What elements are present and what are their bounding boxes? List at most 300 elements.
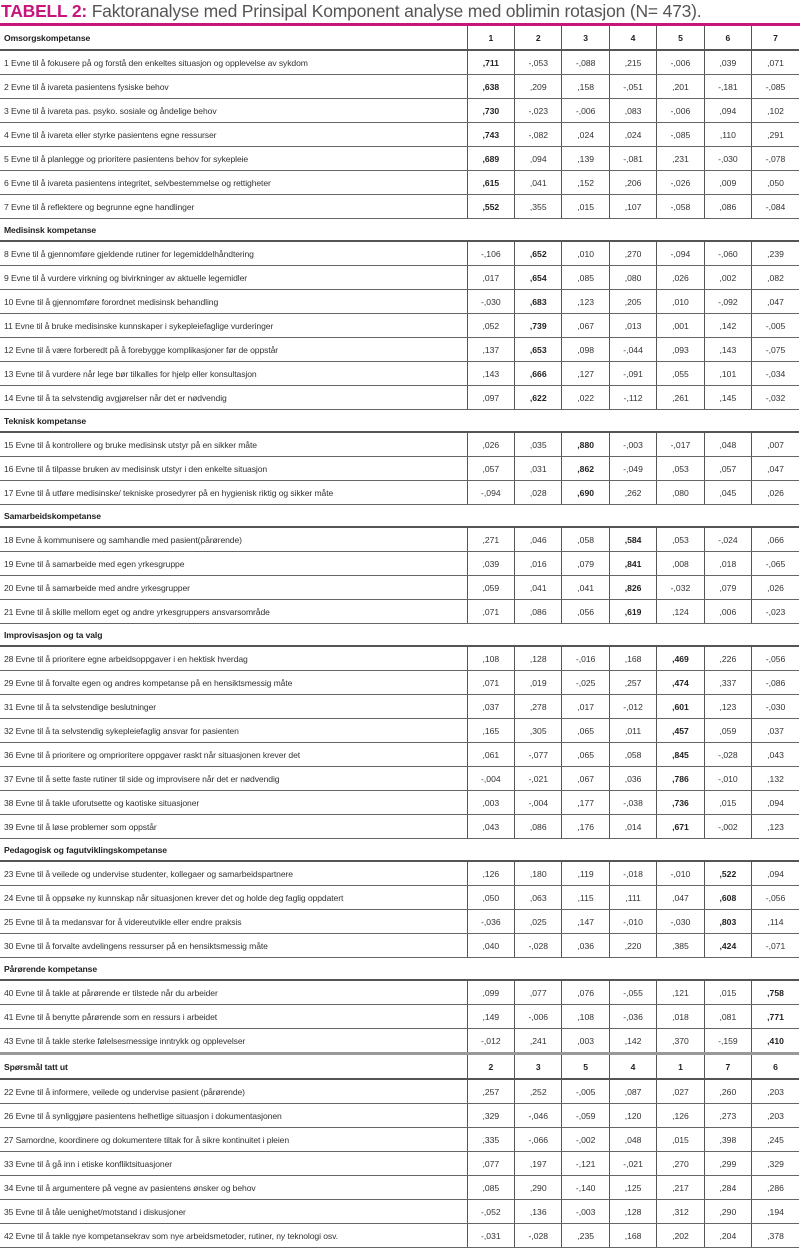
loading-cell: ,128 [515,646,562,671]
loading-cell: ,262 [609,481,656,505]
primary-loading-cell: ,671 [657,815,704,839]
loading-cell: -,094 [657,241,704,266]
primary-loading-cell: ,730 [467,99,514,123]
loading-cell: ,058 [609,743,656,767]
loading-cell: ,059 [704,719,751,743]
loading-cell: -,005 [562,1079,609,1104]
question-label: 28 Evne til å prioritere egne arbeidsoppgaver i en hektisk hverdag [0,646,467,671]
table-row [0,815,799,839]
question-label: 20 Evne til å samarbeide med andre yrkesgrupper [0,576,467,600]
question-label: 43 Evne til å takle sterke følelsesmessige inntrykk og opplevelser [0,1029,467,1054]
loading-cell: ,121 [657,980,704,1005]
loading-cell: ,039 [704,50,751,75]
question-label: 7 Evne til å reflektere og begrunne egne handlinger [0,195,467,219]
section-spacer [467,410,799,433]
loading-cell: ,080 [609,266,656,290]
loading-cell: ,158 [562,75,609,99]
primary-loading-cell: ,845 [657,743,704,767]
loading-cell: ,059 [467,576,514,600]
loading-cell: ,037 [467,695,514,719]
section-spacer [467,219,799,242]
loading-cell: -,021 [609,1152,656,1176]
loading-cell: ,145 [704,386,751,410]
loading-cell: ,239 [752,241,799,266]
table-row [0,791,799,815]
loading-cell: -,065 [752,552,799,576]
loading-cell: ,203 [752,1079,799,1104]
table-label: TABELL 2: [1,1,88,21]
primary-loading-cell: ,474 [657,671,704,695]
loading-cell: ,040 [467,934,514,958]
question-label: 37 Evne til å sette faste rutiner til side og improvisere når det er nødvendig [0,767,467,791]
loading-cell: ,079 [704,576,751,600]
loading-cell: -,003 [609,432,656,457]
question-label: 14 Evne til å ta selvstendig avgjørelser når det er nødvendig [0,386,467,410]
loading-cell: ,026 [657,266,704,290]
table-row [0,171,799,195]
loading-cell: ,136 [515,1200,562,1224]
section-header-row [0,26,799,50]
loading-cell: ,065 [562,743,609,767]
loading-cell: ,273 [704,1104,751,1128]
loading-cell: ,086 [704,195,751,219]
question-label: 26 Evne til å synliggjøre pasientens helhetlige situasjon i dokumentasjonen [0,1104,467,1128]
table-row [0,1176,799,1200]
factor-analysis-table [0,26,799,1248]
section-title: Samarbeidskompetanse [0,505,467,528]
question-label: 33 Evne til å gå inn i etiske konfliktsituasjoner [0,1152,467,1176]
question-label: 35 Evne til å tåle uenighet/motstand i diskusjoner [0,1200,467,1224]
table-row [0,1079,799,1104]
table-row [0,99,799,123]
loading-cell: ,066 [752,527,799,552]
loading-cell: ,108 [467,646,514,671]
loading-cell: ,257 [609,671,656,695]
loading-cell: -,088 [562,50,609,75]
loading-cell: ,107 [609,195,656,219]
loading-cell: ,065 [562,719,609,743]
loading-cell: -,028 [515,1224,562,1248]
loading-cell: ,206 [609,171,656,195]
loading-cell: ,094 [752,791,799,815]
loading-cell: ,052 [467,314,514,338]
loading-cell: ,086 [515,815,562,839]
loading-cell: ,127 [562,362,609,386]
question-label: 15 Evne til å kontrollere og bruke medisinsk utstyr på en sikker måte [0,432,467,457]
section-spacer [467,958,799,981]
question-label: 19 Evne til å samarbeide med egen yrkesgruppe [0,552,467,576]
loading-cell: ,047 [752,457,799,481]
section-title: Improvisasjon og ta valg [0,624,467,647]
loading-cell: ,101 [704,362,751,386]
loading-cell: ,018 [657,1005,704,1029]
table-row [0,290,799,314]
loading-cell: -,140 [562,1176,609,1200]
loading-cell: ,124 [657,600,704,624]
loading-cell: ,087 [609,1079,656,1104]
primary-loading-cell: ,743 [467,123,514,147]
loading-cell: -,010 [609,910,656,934]
question-label: 2 Evne til å ivareta pasientens fysiske behov [0,75,467,99]
primary-loading-cell: ,803 [704,910,751,934]
loading-cell: ,226 [704,646,751,671]
column-header: 3 [562,26,609,50]
loading-cell: ,098 [562,338,609,362]
loading-cell: ,077 [515,980,562,1005]
table-row [0,362,799,386]
loading-cell: ,299 [704,1152,751,1176]
section-title: Teknisk kompetanse [0,410,467,433]
column-header: 6 [704,26,751,50]
loading-cell: -,091 [609,362,656,386]
question-label: 41 Evne til å benytte pårørende som en ressurs i arbeidet [0,1005,467,1029]
table-row [0,1152,799,1176]
loading-cell: -,071 [752,934,799,958]
question-label: 30 Evne til å forvalte avdelingens ressurser på en hensiktsmessig måte [0,934,467,958]
loading-cell: ,202 [657,1224,704,1248]
table-row [0,314,799,338]
loading-cell: ,027 [657,1079,704,1104]
loading-cell: ,329 [467,1104,514,1128]
table-row [0,50,799,75]
loading-cell: -,002 [562,1128,609,1152]
primary-loading-cell: ,469 [657,646,704,671]
loading-cell: -,055 [609,980,656,1005]
loading-cell: -,010 [657,861,704,886]
table-row [0,1224,799,1248]
loading-cell: ,010 [657,290,704,314]
table-title [0,0,800,22]
section-title: Medisinsk kompetanse [0,219,467,242]
loading-cell: -,003 [562,1200,609,1224]
loading-cell: ,035 [515,432,562,457]
loading-cell: -,078 [752,147,799,171]
table-row [0,123,799,147]
loading-cell: ,097 [467,386,514,410]
primary-loading-cell: ,608 [704,886,751,910]
loading-cell: ,370 [657,1029,704,1054]
loading-cell: -,004 [467,767,514,791]
table-row [0,1005,799,1029]
table-caption: Faktoranalyse med Prinsipal Komponent analyse med oblimin rotasjon (N= 473). [87,1,702,21]
loading-cell: ,217 [657,1176,704,1200]
loading-cell: -,038 [609,791,656,815]
question-label: 34 Evne til å argumentere på vegne av pasientens ønsker og behov [0,1176,467,1200]
loading-cell: ,026 [467,432,514,457]
question-label: 13 Evne til å vurdere når lege bør tilkalles for hjelp eller konsultasjon [0,362,467,386]
loading-cell: -,036 [467,910,514,934]
loading-cell: ,142 [704,314,751,338]
question-label: 5 Evne til å planlegge og prioritere pasientens behov for sykepleie [0,147,467,171]
question-label: 40 Evne til å takle at pårørende er tilstede når du arbeider [0,980,467,1005]
table-row [0,980,799,1005]
question-label: 39 Evne til å løse problemer som oppstår [0,815,467,839]
loading-cell: ,137 [467,338,514,362]
section-title: Omsorgskompetanse [0,26,467,50]
primary-loading-cell: ,654 [515,266,562,290]
loading-cell: ,053 [657,457,704,481]
loading-cell: -,181 [704,75,751,99]
loading-cell: -,094 [467,481,514,505]
loading-cell: -,002 [704,815,751,839]
section-title: Spørsmål tatt ut [0,1054,467,1080]
section-header-row [0,219,799,242]
loading-cell: ,046 [515,527,562,552]
loading-cell: ,031 [515,457,562,481]
loading-cell: -,021 [515,767,562,791]
question-label: 24 Evne til å oppsøke ny kunnskap når situasjonen krever det og holde deg faglig oppdatert [0,886,467,910]
loading-cell: ,048 [609,1128,656,1152]
question-label: 8 Evne til å gjennomføre gjeldende rutiner for legemiddelhåndtering [0,241,467,266]
loading-cell: -,026 [657,171,704,195]
primary-loading-cell: ,615 [467,171,514,195]
loading-cell: -,012 [609,695,656,719]
question-label: 17 Evne til å utføre medisinske/ tekniske prosedyrer på en hygienisk riktig og sikker måte [0,481,467,505]
loading-cell: ,143 [467,362,514,386]
section-header-row [0,1054,799,1080]
table-row [0,527,799,552]
loading-cell: -,034 [752,362,799,386]
loading-cell: ,119 [562,861,609,886]
loading-cell: ,043 [467,815,514,839]
loading-cell: ,093 [657,338,704,362]
loading-cell: ,048 [704,432,751,457]
loading-cell: ,076 [562,980,609,1005]
loading-cell: ,180 [515,861,562,886]
section-header-row [0,410,799,433]
loading-cell: ,047 [657,886,704,910]
loading-cell: ,125 [609,1176,656,1200]
loading-cell: ,220 [609,934,656,958]
question-label: 9 Evne til å vurdere virkning og bivirkninger av aktuelle legemidler [0,266,467,290]
loading-cell: ,355 [515,195,562,219]
section-spacer [467,839,799,862]
loading-cell: ,235 [562,1224,609,1248]
primary-loading-cell: ,424 [704,934,751,958]
loading-cell: -,018 [609,861,656,886]
primary-loading-cell: ,689 [467,147,514,171]
loading-cell: -,006 [657,99,704,123]
loading-cell: ,398 [704,1128,751,1152]
table-row [0,432,799,457]
loading-cell: -,060 [704,241,751,266]
loading-cell: ,015 [704,791,751,815]
question-label: 16 Evne til å tilpasse bruken av medisinsk utstyr i den enkelte situasjon [0,457,467,481]
loading-cell: -,036 [609,1005,656,1029]
column-header: 4 [609,1054,656,1080]
loading-cell: ,128 [609,1200,656,1224]
loading-cell: ,071 [467,600,514,624]
loading-cell: -,030 [704,147,751,171]
loading-cell: ,083 [609,99,656,123]
loading-cell: -,010 [704,767,751,791]
loading-cell: ,043 [752,743,799,767]
loading-cell: ,168 [609,646,656,671]
loading-cell: ,194 [752,1200,799,1224]
table-row [0,481,799,505]
loading-cell: -,058 [657,195,704,219]
primary-loading-cell: ,739 [515,314,562,338]
primary-loading-cell: ,841 [609,552,656,576]
loading-cell: ,245 [752,1128,799,1152]
loading-cell: ,007 [752,432,799,457]
loading-cell: ,385 [657,934,704,958]
table-row [0,195,799,219]
loading-cell: ,142 [609,1029,656,1054]
loading-cell: ,067 [562,767,609,791]
loading-cell: -,084 [752,195,799,219]
loading-cell: -,049 [609,457,656,481]
loading-cell: ,028 [515,481,562,505]
question-label: 32 Evne til å ta selvstendig sykepleiefaglig ansvar for pasienten [0,719,467,743]
question-label: 31 Evne til å ta selvstendige beslutninger [0,695,467,719]
section-header-row [0,624,799,647]
loading-cell: -,006 [515,1005,562,1029]
question-label: 11 Evne til å bruke medisinske kunnskaper i sykepleiefaglige vurderinger [0,314,467,338]
loading-cell: ,019 [515,671,562,695]
loading-cell: ,123 [562,290,609,314]
loading-cell: -,030 [752,695,799,719]
column-header: 7 [752,26,799,50]
loading-cell: ,149 [467,1005,514,1029]
loading-cell: ,152 [562,171,609,195]
loading-cell: ,047 [752,290,799,314]
column-header: 7 [704,1054,751,1080]
table-row [0,743,799,767]
primary-loading-cell: ,584 [609,527,656,552]
loading-cell: ,010 [562,241,609,266]
loading-cell: ,008 [657,552,704,576]
table-row [0,719,799,743]
loading-cell: ,108 [562,1005,609,1029]
loading-cell: ,036 [609,767,656,791]
loading-cell: ,147 [562,910,609,934]
loading-cell: ,056 [562,600,609,624]
loading-cell: ,215 [609,50,656,75]
loading-cell: -,053 [515,50,562,75]
loading-cell: -,077 [515,743,562,767]
loading-cell: -,075 [752,338,799,362]
table-row [0,1029,799,1054]
primary-loading-cell: ,862 [562,457,609,481]
loading-cell: ,094 [704,99,751,123]
loading-cell: ,209 [515,75,562,99]
loading-cell: ,009 [704,171,751,195]
loading-cell: ,252 [515,1079,562,1104]
loading-cell: ,102 [752,99,799,123]
primary-loading-cell: ,771 [752,1005,799,1029]
loading-cell: ,123 [752,815,799,839]
question-label: 4 Evne til å ivareta eller styrke pasientens egne ressurser [0,123,467,147]
loading-cell: ,094 [752,861,799,886]
loading-cell: ,132 [752,767,799,791]
loading-cell: ,018 [704,552,751,576]
loading-cell: ,143 [704,338,751,362]
loading-cell: ,081 [704,1005,751,1029]
table-row [0,886,799,910]
question-label: 23 Evne til å veilede og undervise studenter, kollegaer og samarbeidspartnere [0,861,467,886]
loading-cell: -,024 [704,527,751,552]
loading-cell: -,032 [752,386,799,410]
loading-cell: ,041 [515,171,562,195]
primary-loading-cell: ,619 [609,600,656,624]
loading-cell: ,271 [467,527,514,552]
table-row [0,576,799,600]
loading-cell: -,030 [657,910,704,934]
loading-cell: -,081 [609,147,656,171]
loading-cell: ,015 [704,980,751,1005]
loading-cell: -,012 [467,1029,514,1054]
question-label: 27 Samordne, koordinere og dokumentere tiltak for å sikre kontinuitet i pleien [0,1128,467,1152]
loading-cell: ,036 [562,934,609,958]
loading-cell: ,001 [657,314,704,338]
primary-loading-cell: ,653 [515,338,562,362]
loading-cell: -,112 [609,386,656,410]
loading-cell: -,159 [704,1029,751,1054]
column-header: 5 [657,26,704,50]
loading-cell: ,111 [609,886,656,910]
primary-loading-cell: ,601 [657,695,704,719]
loading-cell: ,114 [752,910,799,934]
loading-cell: ,123 [704,695,751,719]
loading-cell: ,058 [562,527,609,552]
loading-cell: -,106 [467,241,514,266]
table-row [0,457,799,481]
question-label: 42 Evne til å takle nye kompetansekrav som nye arbeidsmetoder, rutiner, ny teknologi osv. [0,1224,467,1248]
loading-cell: ,290 [704,1200,751,1224]
loading-cell: -,030 [467,290,514,314]
loading-cell: ,337 [704,671,751,695]
loading-cell: ,270 [609,241,656,266]
loading-cell: ,079 [562,552,609,576]
loading-cell: ,037 [752,719,799,743]
loading-cell: -,046 [515,1104,562,1128]
table-row [0,241,799,266]
loading-cell: -,023 [515,99,562,123]
loading-cell: -,031 [467,1224,514,1248]
loading-cell: ,260 [704,1079,751,1104]
column-header: 3 [515,1054,562,1080]
question-label: 38 Evne til å takle uforutsette og kaotiske situasjoner [0,791,467,815]
primary-loading-cell: ,880 [562,432,609,457]
table-row [0,552,799,576]
table-row [0,1200,799,1224]
loading-cell: ,284 [704,1176,751,1200]
column-header: 1 [657,1054,704,1080]
table-row [0,266,799,290]
loading-cell: -,017 [657,432,704,457]
loading-cell: ,057 [704,457,751,481]
loading-cell: -,052 [467,1200,514,1224]
loading-cell: ,022 [562,386,609,410]
loading-cell: -,086 [752,671,799,695]
loading-cell: -,066 [515,1128,562,1152]
loading-cell: ,085 [467,1176,514,1200]
loading-cell: ,165 [467,719,514,743]
loading-cell: ,203 [752,1104,799,1128]
loading-cell: -,016 [562,646,609,671]
primary-loading-cell: ,786 [657,767,704,791]
table-row [0,147,799,171]
loading-cell: ,139 [562,147,609,171]
question-label: 21 Evne til å skille mellom eget og andre yrkesgruppers ansvarsområde [0,600,467,624]
question-label: 29 Evne til å forvalte egen og andres kompetanse på en hensiktsmessig måte [0,671,467,695]
loading-cell: ,126 [467,861,514,886]
loading-cell: ,015 [562,195,609,219]
loading-cell: ,378 [752,1224,799,1248]
primary-loading-cell: ,666 [515,362,562,386]
loading-cell: ,335 [467,1128,514,1152]
